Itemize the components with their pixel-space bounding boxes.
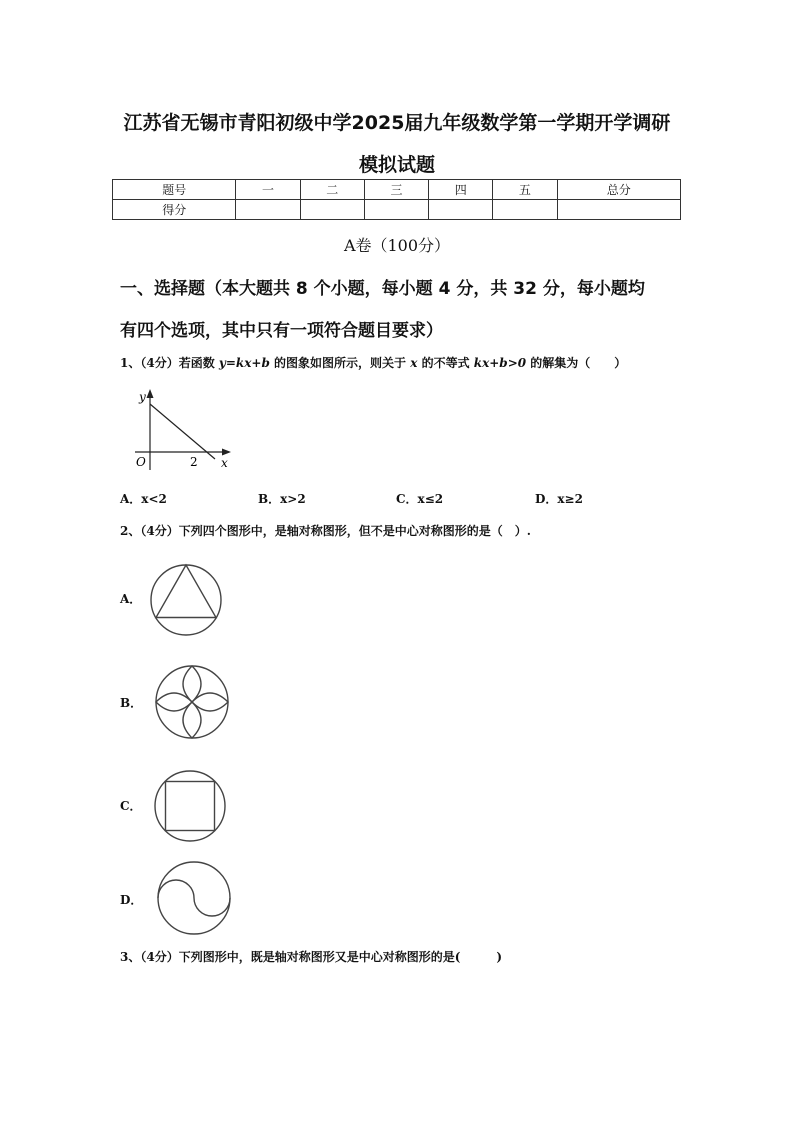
q1-option-d: D．x≥2 [535, 492, 583, 506]
q2-figure-d [156, 860, 232, 936]
question-2: 2、（4分）下列四个图形中，是轴对称图形，但不是中心对称图形的是（ ）. [120, 524, 531, 538]
score-cell [364, 200, 428, 220]
q2-option-a-label: A． [120, 592, 142, 606]
q2-figure-c [152, 768, 228, 844]
score-cell [300, 200, 364, 220]
q1-prefix: 1、（4分）若函数 [120, 356, 215, 370]
q1-variable: x [410, 356, 418, 370]
q1-mid: 的图象如图所示，则关于 [274, 356, 407, 370]
function-line [150, 404, 215, 459]
q2-figure-a [148, 562, 224, 638]
score-cell [236, 200, 300, 220]
q2-option-b-label: B． [120, 696, 143, 710]
q1-suffix: 的解集为（ ） [530, 356, 627, 370]
score-header-cell: 五 [493, 180, 557, 200]
section-heading-line1: 一、选择题（本大题共 8 个小题，每小题 4 分，共 32 分，每小题均 [120, 279, 645, 299]
question-1 [120, 354, 626, 371]
q1-line-graph [125, 385, 240, 475]
y-axis-arrow [147, 389, 154, 398]
q1-function: y=kx+b [218, 356, 270, 370]
graph-label-origin: O [136, 455, 146, 469]
score-table-header-row [113, 180, 681, 200]
q1-option-b: B．x>2 [258, 492, 306, 506]
q2-option-c-label: C． [120, 799, 142, 813]
q2-figure-b [154, 664, 230, 740]
score-cell [429, 200, 493, 220]
score-cell [493, 200, 557, 220]
x-axis-arrow [222, 449, 231, 456]
q1-option-c: C．x≤2 [396, 492, 444, 506]
score-header-cell: 总分 [557, 180, 680, 200]
section-heading-line2: 有四个选项，其中只有一项符合题目要求） [120, 321, 443, 341]
score-row-label: 得分 [113, 200, 236, 220]
paper-label: A卷（100分） [343, 236, 451, 255]
score-table-score-row [113, 200, 681, 220]
score-header-cell: 二 [300, 180, 364, 200]
score-table [112, 179, 681, 220]
question-3: 3、（4分）下列图形中，既是轴对称图形又是中心对称图形的是( ) [120, 950, 503, 964]
graph-label-y: y [139, 390, 146, 404]
exam-title-line2: 模拟试题 [358, 154, 435, 176]
exam-title-line1: 江苏省无锡市青阳初级中学2025届九年级数学第一学期开学调研 [123, 112, 671, 134]
graph-label-x: x [221, 456, 228, 470]
graph-label-2: 2 [190, 455, 198, 469]
score-cell [557, 200, 680, 220]
q2-option-d-label: D． [120, 893, 143, 907]
score-header-cell: 三 [364, 180, 428, 200]
score-header-cell: 一 [236, 180, 300, 200]
q1-inequality: kx+b>0 [473, 356, 527, 370]
score-header-cell: 题号 [113, 180, 236, 200]
score-header-cell: 四 [429, 180, 493, 200]
q1-option-a: A．x<2 [120, 492, 167, 506]
q1-mid2: 的不等式 [421, 356, 470, 370]
